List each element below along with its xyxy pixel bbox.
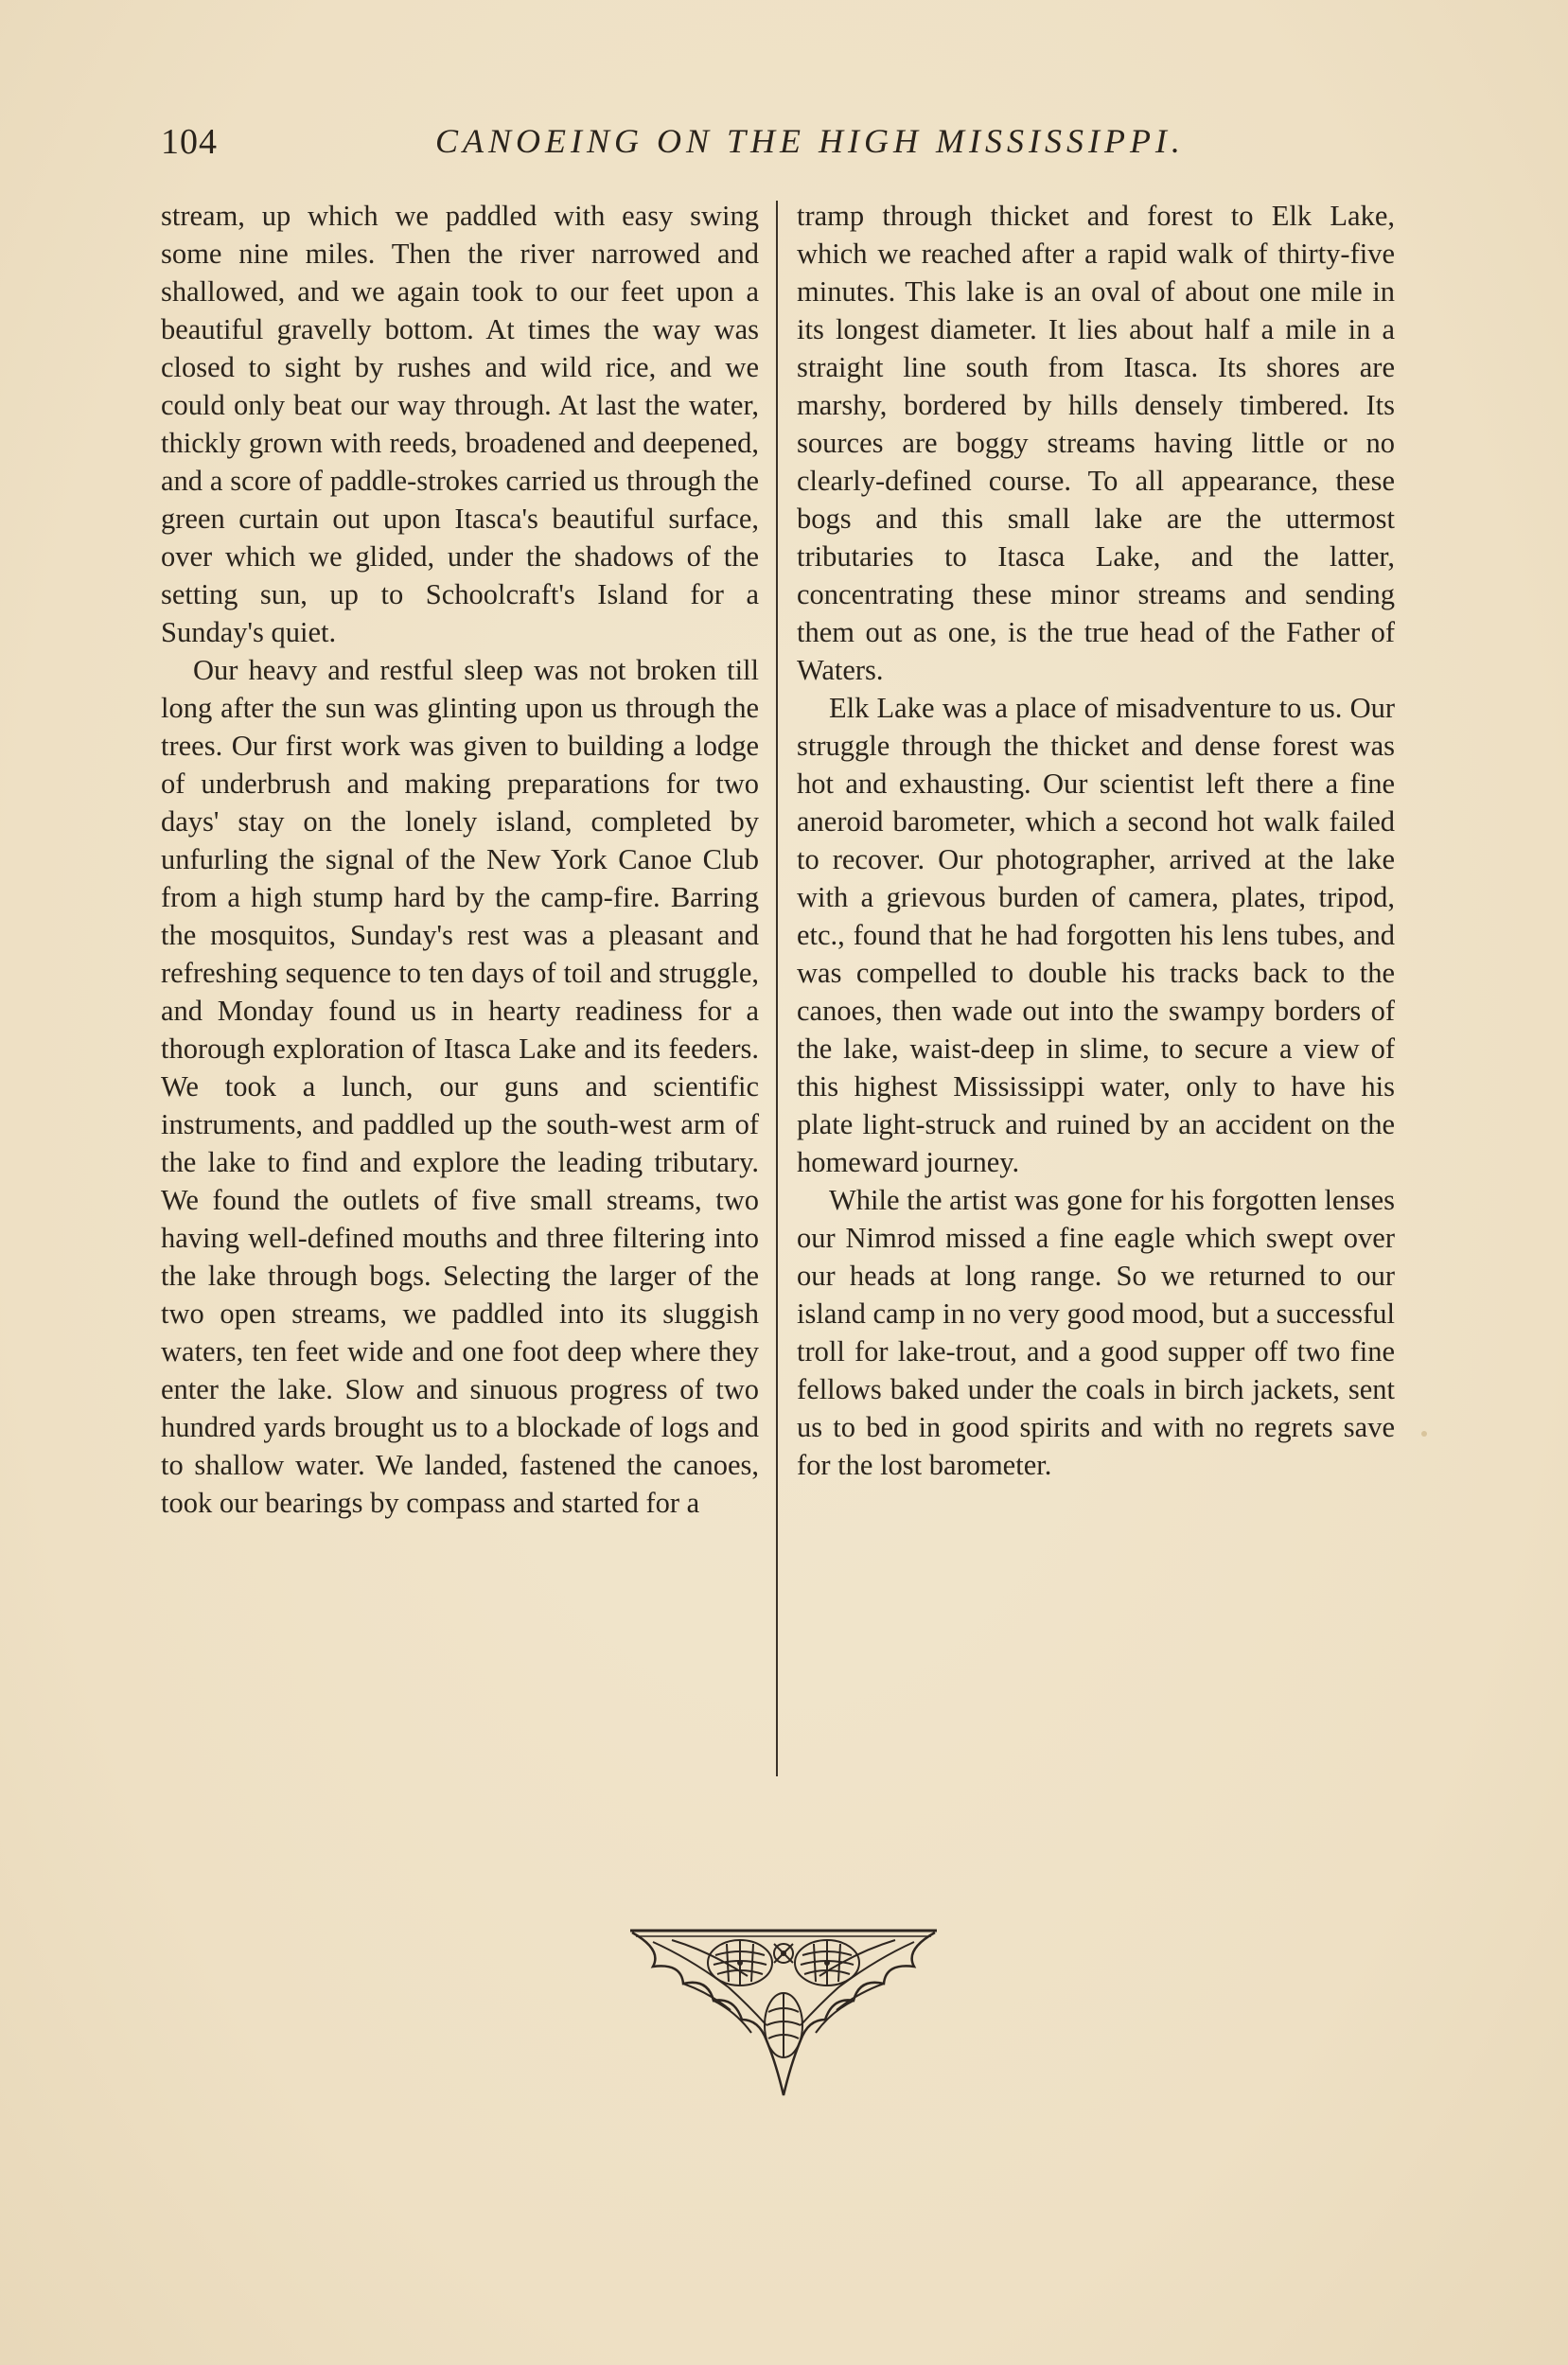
floral-tailpiece-icon xyxy=(625,1921,943,2101)
paragraph: Elk Lake was a place of misadventure to us. Our struggle through the thicket and dense forest was hot and exhausting. Our scientist left there a fine aneroid barometer, which a second hot walk failed to recover. Our photographer, arrived at the lake with a grievous burden of camera, plates, tripod, etc., found that he had forgotten his lens tubes, and was compelled to double his tracks back to the canoes, then wade out into the swampy borders of the lake, waist-deep in slime, to secure a view of this highest Mississippi water, only to have his plate light-struck and ruined by an accident on the homeward journey. xyxy=(797,692,1395,1178)
column-divider xyxy=(776,201,778,1776)
page-number: 104 xyxy=(161,122,218,162)
paragraph: Our heavy and restful sleep was not broken till long after the sun was glinting upon us through the trees. Our first work was given to building a lodge of underbrush and making preparations for two days' stay on the lonely island, completed by unfurling the signal of the New York Canoe Club from a high stump hard by the camp-fire. Barring the mosquitos, Sunday's rest was a pleasant and refreshing sequence to ten days of toil and struggle, and Monday found us in hearty readiness for a thorough exploration of Itasca Lake and its feeders. We took a lunch, our guns and scientific instruments, and paddled up the south-west arm of the lake to find and explore the leading tributary. We found the outlets of five small streams, two having well-defined mouths and three filtering into the lake through bogs. Selecting the larger of the two open streams, we paddled into its sluggish waters, ten feet wide and one foot deep where they enter the lake. Slow and sinuous progress of two hundred yards brought us to a blockade of logs and to shallow water. We landed, fastened the canoes, took our bearings by compass and started for a xyxy=(161,654,759,1519)
paper-speck xyxy=(1421,1431,1427,1437)
paragraph: While the artist was gone for his forgotten lenses our Nimrod missed a fine eagle which swept over our heads at long range. So we returned to our island camp in no very good mood, but a successful troll for lake-trout, and a good supper off two fine fellows baked under the coals in birch jackets, sent us to bed in good spirits and with no regrets save for the lost barometer. xyxy=(797,1184,1395,1481)
left-column xyxy=(161,197,759,1522)
paragraph: tramp through thicket and forest to Elk Lake, which we reached after a rapid walk of thirty-five minutes. This lake is an oval of about one mile in its longest diameter. It lies about half a mile in a straight line south from Itasca. Its shores are marshy, bordered by hills densely timbered. Its sources are boggy streams having little or no clearly-defined course. To all appearance, these bogs and this small lake are the uttermost tributaries to Itasca Lake, and the latter, concentrating these minor streams and sending them out as one, is the true head of the Father of Waters. xyxy=(797,200,1395,686)
running-title: CANOEING ON THE HIGH MISSISSIPPI. xyxy=(435,122,1185,160)
right-column xyxy=(797,197,1395,1484)
paragraph: stream, up which we paddled with easy swing some nine miles. Then the river narrowed and shallowed, and we again took to our feet upon a beautiful gravelly bottom. At times the way was closed to sight by rushes and wild rice, and we could only beat our way through. At last the water, thickly grown with reeds, broadened and deepened, and a score of paddle-strokes carried us through the green curtain out upon Itasca's beautiful surface, over which we glided, under the shadows of the setting sun, up to Schoolcraft's Island for a Sunday's quiet. xyxy=(161,200,759,648)
